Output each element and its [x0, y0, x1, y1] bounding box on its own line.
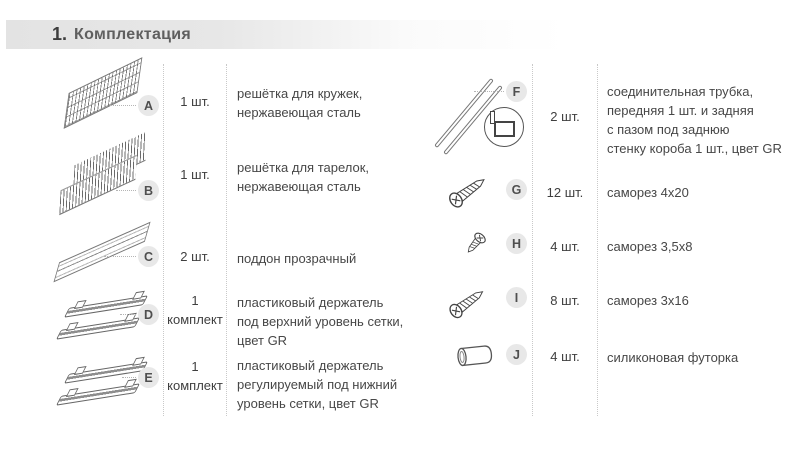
rail-holder-icon: [52, 352, 152, 418]
tube-profile-square: [494, 121, 515, 137]
leader-line-a: [110, 105, 136, 106]
tube-icon: [428, 66, 540, 158]
screw-icon: [446, 276, 500, 324]
part-a-desc: решётка для кружек, нержавеющая сталь: [237, 86, 363, 120]
leader-line-b: [116, 190, 136, 191]
tube-profile-detail: [484, 107, 524, 147]
part-e-qty: 1 комплект: [167, 359, 223, 393]
rail-bottom: [56, 317, 140, 339]
part-j-qty: 4 шт.: [550, 349, 580, 364]
part-d-qty: 1 комплект: [167, 293, 223, 327]
bushing-icon: [454, 342, 498, 370]
part-e-desc: пластиковый держатель регулируемый под нижний уровень сетки, цвет GR: [237, 358, 398, 411]
divider-left-2: [226, 64, 227, 416]
tray-body: [53, 222, 150, 283]
part-i-badge: I: [506, 287, 527, 308]
part-e-badge: E: [138, 367, 159, 388]
part-b-desc: решётка для тарелок, нержавеющая сталь: [237, 160, 370, 194]
part-c-qty: 2 шт.: [180, 249, 210, 264]
part-c-desc: поддон прозрачный: [237, 251, 357, 266]
mug-rack-grid: [64, 57, 143, 129]
rail-bottom: [56, 383, 140, 405]
tube-front: [434, 78, 494, 148]
part-j-badge: J: [506, 344, 527, 365]
screw-icon: [446, 164, 500, 214]
tube-profile-pin: [490, 111, 495, 124]
part-i-desc: саморез 3x16: [607, 293, 689, 308]
leader-line-c: [104, 256, 136, 257]
divider-right-2: [597, 64, 598, 416]
part-h-badge: H: [506, 233, 527, 254]
part-g-badge: G: [506, 179, 527, 200]
section-title: Комплектация: [74, 25, 192, 43]
part-a-badge: A: [138, 95, 159, 116]
part-b-badge: B: [138, 180, 159, 201]
part-f-qty: 2 шт.: [550, 109, 580, 124]
part-j-desc: силиконовая футорка: [607, 350, 739, 365]
part-h-qty: 4 шт.: [550, 239, 580, 254]
part-b-qty: 1 шт.: [180, 167, 210, 182]
section-number: 1.: [52, 24, 68, 44]
part-c-badge: C: [138, 246, 159, 267]
part-g-qty: 12 шт.: [546, 185, 584, 200]
rail-holder-icon: [52, 288, 152, 348]
part-d-badge: D: [138, 304, 159, 325]
part-a-qty: 1 шт.: [180, 94, 210, 109]
part-f-desc: соединительная трубка, передняя 1 шт. и задняя с пазом под заднюю стенку короба 1 шт., цвет GR: [607, 84, 782, 156]
section-header: [6, 20, 566, 49]
leader-line-e: [122, 377, 136, 378]
part-i-qty: 8 шт.: [550, 293, 580, 308]
leader-line-d: [120, 314, 136, 315]
part-h-desc: саморез 3,5x8: [607, 239, 693, 254]
part-g-desc: саморез 4x20: [607, 185, 689, 200]
part-d-desc: пластиковый держатель под верхний уровень сетки, цвет GR: [237, 295, 404, 348]
part-f-badge: F: [506, 81, 527, 102]
screw-icon: [452, 228, 494, 262]
leader-line-f: [474, 91, 504, 92]
